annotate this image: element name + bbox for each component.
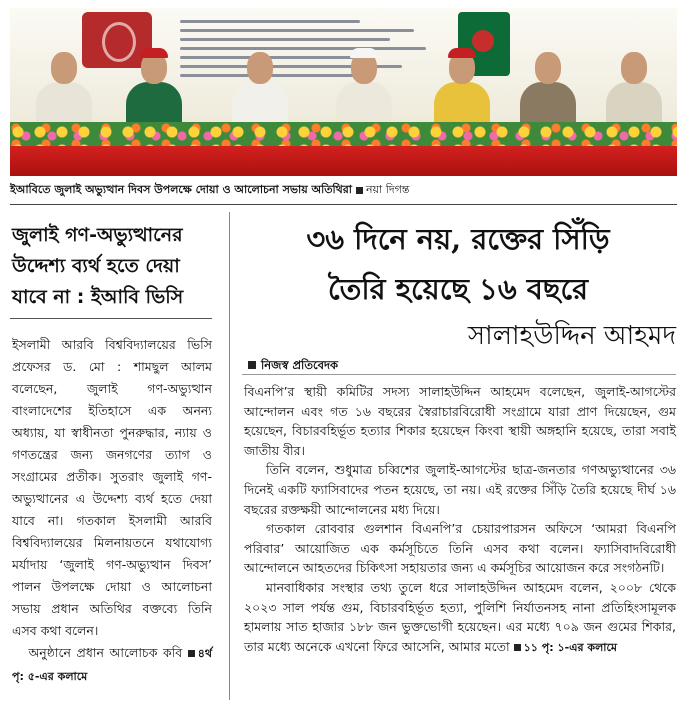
headline-line: তৈরি হয়েছে ১৬ বছরে xyxy=(327,272,589,306)
byline: সালাহউদ্দিন আহমদ xyxy=(467,321,676,351)
article-text: অনুষ্ঠানে প্রধান আলোচক কবি xyxy=(28,645,183,660)
continued-note: ৪র্থ পৃ: ৫-এর কলামে xyxy=(12,647,212,683)
guest-figure xyxy=(332,52,396,132)
guest-figure xyxy=(516,52,580,132)
stage-table-cover xyxy=(10,146,677,176)
guest-figure xyxy=(228,52,292,132)
guest-figure xyxy=(122,52,186,132)
square-bullet-icon xyxy=(248,361,256,369)
article-text: ইসলামী আরবি বিশ্ববিদ্যালয়ের ভিসি প্রফেসর ড. মো : শামছুল আলম বলেছেন, জুলাই গণ-অভ্যুত্থান বাংলাদেশের ইতিহাসে এক অনন্য অধ্যায়, যা স্বাধীনতা পুনরুদ্ধার, ন্যায় ও গণতন্ত্রের জন্য জনগণের ত্যাগ ও সংগ্রামের প্রতীক। সুতরাং জুলাই গণ-অভ্যুত্থানের এ উদ্দেশ্য ব্যর্থ হতে দেয়া যাবে না। গতকাল ইসলামী আরবি বিশ্ববিদ্যালয়ের মিলনায়তনে যথাযোগ্য মর্যাদায় ‘জুলাই গণ-অভ্যুত্থান দিবস’ পালন উপলক্ষে দোয়া ও আলোচনা সভায় প্রধান অতিথির বক্তব্যে তিনি এসব কথা বলেন। xyxy=(12,337,212,638)
headline-line: যাবে না : ইআবি ভিসি xyxy=(12,286,184,308)
article-paragraph: মানবাধিকার সংস্থার তথ্য তুলে ধরে সালাহউদ্দিন আহমেদ বলেন, ২০০৮ থেকে ২০২৩ সাল পর্যন্ত গুম, বিচারবহির্ভূত হত্যা, পুলিশি নির্যাতনসহ নানা প্রতিহিংসামূলক হামলায় সাত হাজার ১৮৮ জন ভুক্তভোগী হয়েছেন। এর মধ্যে ৭০৯ জন গুমের শিকার, তার মধ্যে অনেকে এখনো ফিরে আসেনি, আমার মতো ১১ পৃ: ১-এর কলামে xyxy=(244,579,676,654)
headline-line: উদ্দেশ্য ব্যর্থ হতে দেয়া xyxy=(12,255,180,277)
continued-note: ১১ পৃ: ১-এর কলামে xyxy=(514,641,617,654)
divider xyxy=(242,374,676,375)
article-paragraph: তিনি বলেন, শুধুমাত্র চব্বিশের জুলাই-আগস্টের ছাত্র-জনতার গণঅভ্যুত্থানের ৩৬ দিনেই একটি ফ্যাসিবাদের পতন হয়েছে, তা নয়। এই রক্তের সিঁড়ি তৈরি হয়েছে দীর্ঘ ১৬ বছরের রক্তক্ষয়ী আন্দোলনের মধ্য দিয়ে। xyxy=(244,462,676,517)
left-article-body xyxy=(12,334,212,688)
article-paragraph: বিএনপি’র স্থায়ী কমিটির সদস্য সালাহউদ্দিন আহমেদ বলেছেন, জুলাই-আগস্টের আন্দোলন এবং গত ১৬ বছরের স্বৈরাচারবিরোধী সংগ্রামে যারা প্রাণ দিয়েছেন, গুম হয়েছেন, বিচারবহির্ভূত হত্যার শিকার হয়েছেন কিংবা স্থায়ী অঙ্গহানি হয়েছে, তারা সবাই জাতীয় বীর। xyxy=(244,384,676,458)
caption-text: ইআবিতে জুলাই অভ্যুত্থান দিবস উপলক্ষে দোয়া ও আলোচনা সভায় অতিথিরা xyxy=(10,183,352,196)
square-bullet-icon xyxy=(188,650,195,657)
main-headline xyxy=(232,214,684,314)
guest-figure xyxy=(32,52,96,132)
guest-figure xyxy=(602,52,666,132)
main-article-body xyxy=(244,382,676,657)
square-bullet-icon xyxy=(356,187,363,194)
headline-line: জুলাই গণ-অভ্যুত্থানের xyxy=(12,224,183,246)
square-bullet-icon xyxy=(514,644,521,651)
photo-caption xyxy=(10,180,677,200)
article-paragraph: গতকাল রোববার গুলশান বিএনপি’র চেয়ারপারসন অফিসে ‘আমরা বিএনপি পরিবার’ আয়োজিত এক কর্মসূচিতে তিনি এসব কথা বলেন। ফ্যাসিবাদবিরোধী আন্দোলনে আহতদের চিকিৎসা সহায়তার জন্য এ কর্মসূচির আয়োজন করে সংগঠনটি। xyxy=(244,521,676,576)
caption-source: নয়া দিগন্ত xyxy=(365,183,410,196)
column-divider xyxy=(229,212,230,700)
news-photo xyxy=(10,8,677,176)
left-article-headline xyxy=(12,220,212,313)
headline-line: ৩৬ দিনে নয়, রক্তের সিঁড়ি xyxy=(306,222,610,256)
reporter-credit: নিজস্ব প্রতিবেদক xyxy=(248,356,338,374)
divider xyxy=(10,318,212,319)
guest-figure xyxy=(430,52,494,132)
divider xyxy=(10,204,677,205)
